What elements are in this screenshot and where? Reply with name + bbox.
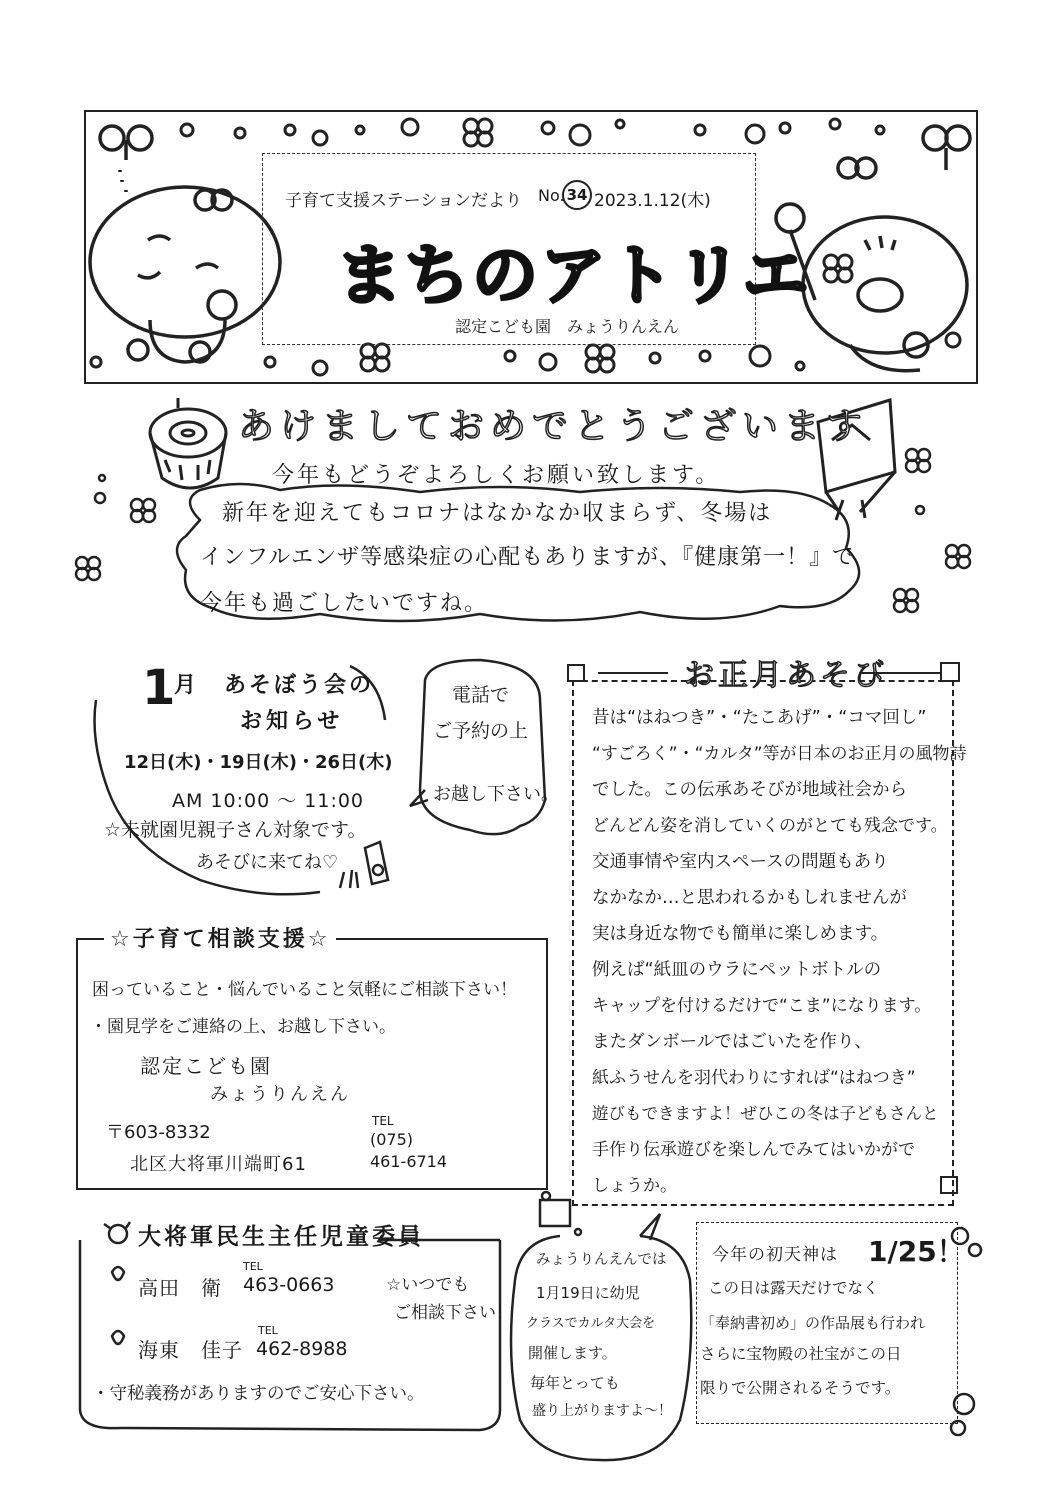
oshogatsu-line: でした。この伝承あそびが地域社会から — [592, 780, 907, 800]
soudan-line-1: 困っていること・悩んでいること気軽にご相談下さい！ — [92, 980, 517, 1000]
iin-secret: ・守秘義務がありますのでご安心下さい。 — [92, 1384, 425, 1404]
asobou-title-b: お知らせ — [240, 709, 344, 734]
iin-person1-name: 高田 衛 — [138, 1276, 222, 1300]
soudan-line-2: ・園見学をご連絡の上、お越し下さい。 — [90, 1017, 396, 1037]
iin-note-b: ご相談下さい！ — [394, 1303, 513, 1323]
karuta-line-5: 毎年とっても — [530, 1374, 620, 1392]
soudan-postal: 〒603-8332 — [106, 1122, 211, 1143]
oshogatsu-line: しょうか。 — [592, 1176, 677, 1196]
page-title: まちのアトリエ — [336, 237, 811, 314]
tenjin-line-1: この日は露天だけでなく — [708, 1279, 879, 1297]
oshogatsu-line: “すごろく”・“カルタ”等が日本のお正月の風物詩 — [592, 744, 967, 764]
oshogatsu-title: お正月あそび — [684, 658, 888, 693]
karuta-line-2: 1月19日に幼児 — [536, 1284, 640, 1302]
soudan-title: ☆子育て相談支援☆ — [104, 922, 336, 953]
greeting-line-4: 今年も過ごしたいですね。 — [200, 591, 489, 616]
tenjin-line-4: 限りで公開されるそうです。 — [700, 1379, 901, 1397]
greeting-title: あけましておめでとうございます — [238, 406, 869, 447]
iin-person2-tel-label: TEL — [258, 1324, 278, 1337]
soudan-tel-b: 461-6714 — [370, 1152, 448, 1171]
issue-date: 2023.1.12(木) — [594, 191, 711, 211]
tenjin-line-3: さらに宝物殿の社宝がこの日 — [700, 1345, 902, 1363]
soudan-address: 北区大将軍川端町61 — [130, 1154, 307, 1175]
asobou-month: 1 — [142, 660, 176, 716]
soudan-org-b: みょうりんえん — [210, 1084, 350, 1105]
bubble-line-3: お越し下さい。 — [433, 784, 559, 805]
iin-title: 大将軍民生主任児童委員 — [138, 1224, 424, 1250]
tenjin-title-a: 今年の初天神は — [712, 1245, 838, 1265]
asobou-target: ☆未就園児親子さん対象です。 — [104, 819, 367, 841]
bubble-line-2: ご予約の上 — [433, 720, 529, 742]
iin-note-a: ☆いつでも — [386, 1275, 470, 1295]
karuta-line-3: クラスでカルタ大会を — [526, 1316, 656, 1331]
greeting-line-3: インフルエンザ等感染症の心配もありますが、『健康第一！』で — [200, 545, 856, 570]
tenjin-line-2: 「奉納書初め」の作品展も行われ — [700, 1314, 926, 1332]
oshogatsu-line: キャップを付けるだけで“こま”になります。 — [592, 996, 932, 1016]
oshogatsu-line: 例えば“紙皿のウラにペットボトルの — [592, 960, 882, 980]
greeting-line-1: 今年もどうぞよろしくお願い致します。 — [272, 463, 721, 488]
karuta-line-1: みょうりんえんでは — [536, 1252, 667, 1268]
oshogatsu-line: またダンボールではごいたを作り、 — [592, 1032, 872, 1052]
asobou-title-a: 月 あそぼう会の — [174, 673, 375, 698]
oshogatsu-line: 紙ふうせんを羽代わりにすれば“はねつき” — [592, 1068, 916, 1088]
bubble-line-1: 電話で — [452, 684, 510, 706]
soudan-tel-label: TEL — [372, 1114, 394, 1128]
iin-person2-tel: 462-8988 — [256, 1338, 348, 1360]
newsletter-subtitle: 子育て支援ステーションだより — [285, 191, 522, 211]
org-name: 認定こども園 みょうりんえん — [455, 317, 680, 336]
karuta-line-6: 盛り上がりますよ～！ — [532, 1403, 672, 1419]
iin-person2-name: 海東 佳子 — [138, 1338, 243, 1362]
oshogatsu-line: 実は身近な物でも簡単に楽しめます。 — [592, 924, 889, 944]
oshogatsu-line: 遊びもできますよ！ぜひこの冬は子どもさんと — [592, 1104, 939, 1123]
karuta-line-4: 開催します。 — [528, 1344, 617, 1362]
soudan-tel-a: (075) — [370, 1130, 414, 1149]
iin-person1-tel: 463-0663 — [243, 1274, 335, 1296]
issue-label: No. — [538, 186, 565, 205]
asobou-dates: 12日(木)・19日(木)・26日(木) — [124, 752, 393, 773]
oshogatsu-line: 手作り伝承遊びを楽しんでみてはいかがで — [592, 1140, 915, 1160]
greeting-line-2: 新年を迎えてもコロナはなかなか収まらず、冬場は — [222, 501, 773, 526]
iin-person1-tel-label: TEL — [243, 1260, 263, 1273]
asobou-invite: あそびに来てね♡ — [196, 852, 339, 873]
soudan-org-a: 認定こども園 — [140, 1054, 272, 1078]
asobou-time: AM 10:00 ～ 11:00 — [172, 790, 365, 812]
oshogatsu-line: 交通事情や室内スペースの問題もあり — [592, 852, 889, 872]
tenjin-title-b: 1/25！ — [868, 1235, 965, 1268]
issue-number-text: 34 — [566, 186, 588, 204]
oshogatsu-line: 昔は“はねつき”・“たこあげ”・“コマ回し” — [592, 708, 927, 728]
oshogatsu-line: なかなか…と思われるかもしれませんが — [592, 888, 907, 908]
oshogatsu-line: どんどん姿を消していくのがとても残念です。 — [592, 816, 948, 836]
